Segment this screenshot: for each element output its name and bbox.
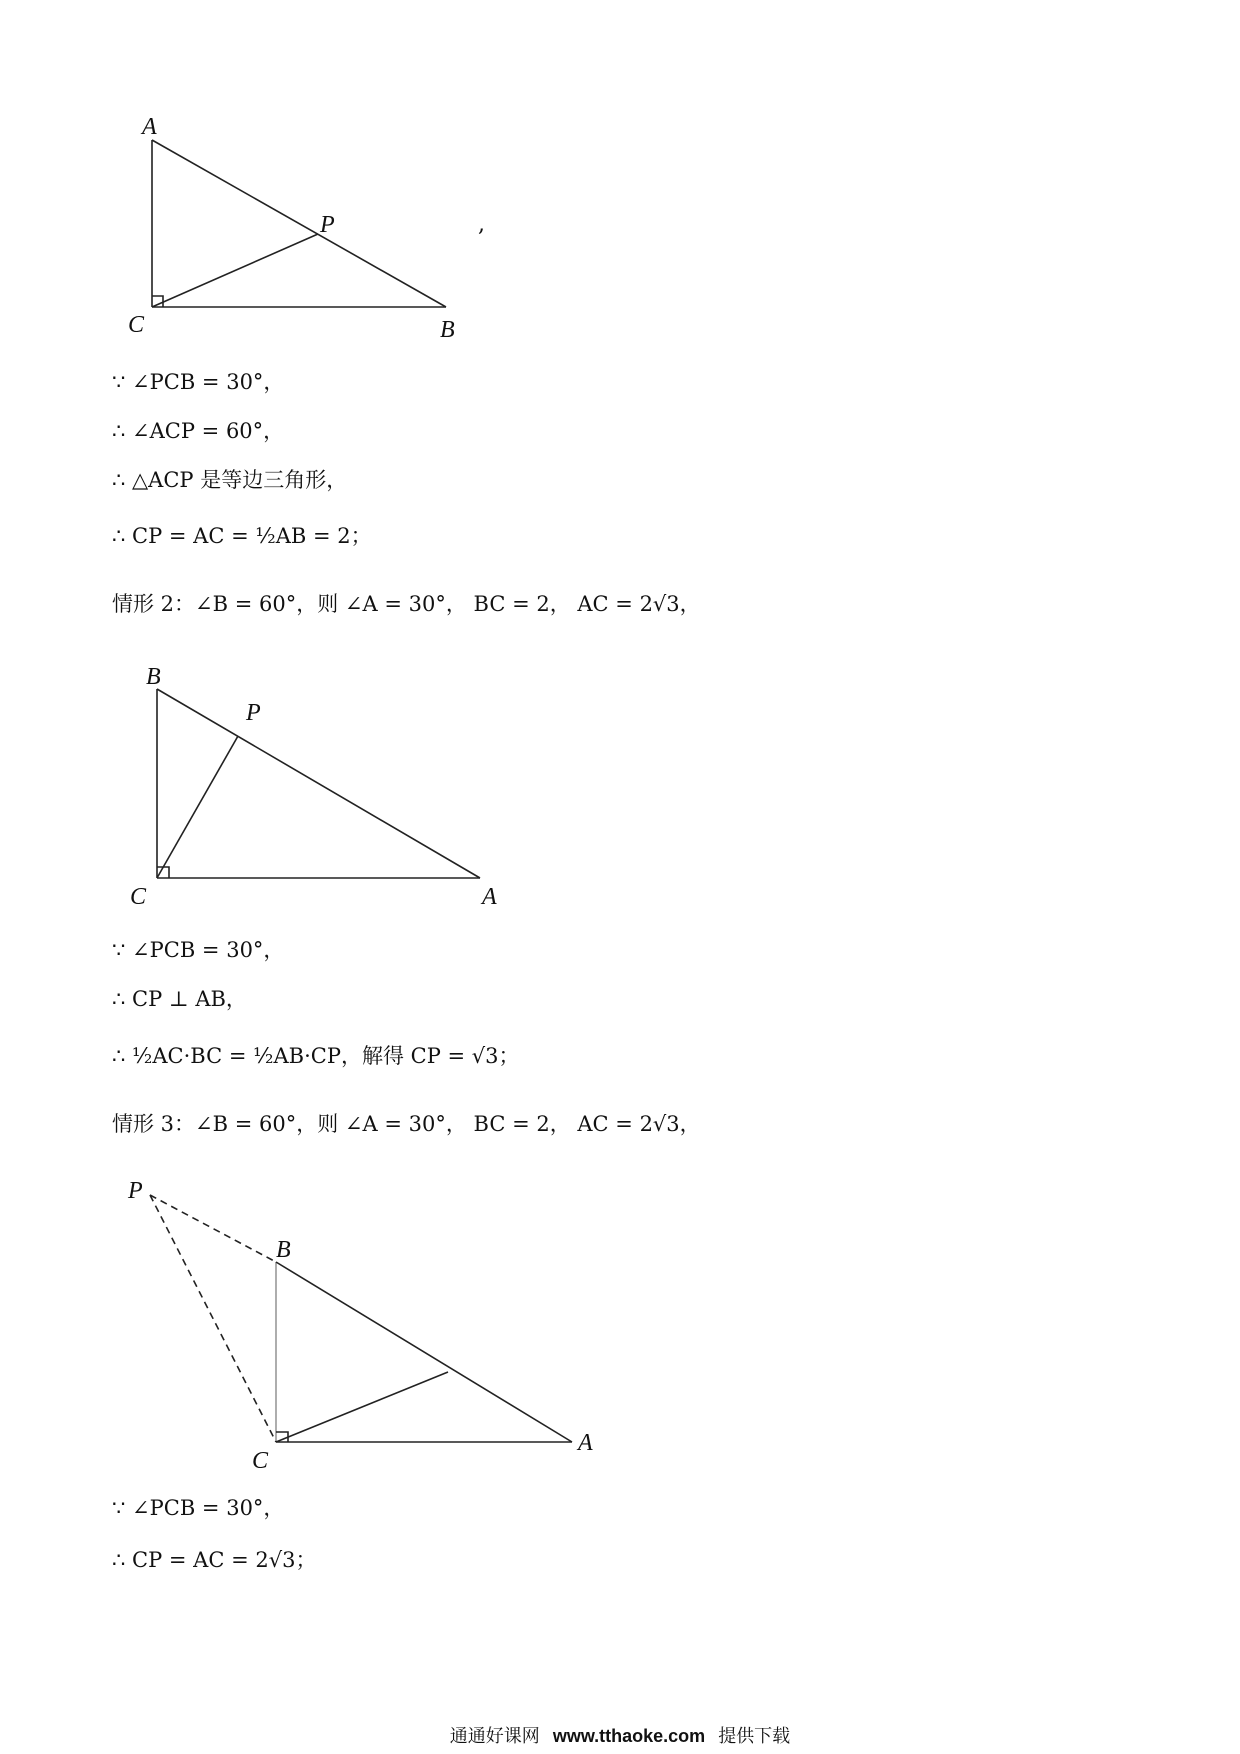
line-6: ∵ ∠PCB = 30°，	[112, 938, 285, 962]
dashed-segment-PC	[150, 1195, 276, 1442]
segment-C-to-BA	[276, 1372, 448, 1442]
line-1: ∵ ∠PCB = 30°，	[112, 370, 285, 394]
figure-1-triangle	[0, 0, 1240, 343]
footer-url[interactable]: www.tthaoke.com	[552, 1726, 706, 1746]
line-5: 情形 2：∠B = 60°，则 ∠A = 30°， BC = 2， AC = 2√3，	[112, 592, 701, 616]
label-A: A	[142, 114, 157, 140]
dashed-segment-PB	[150, 1195, 276, 1262]
label-A: A	[482, 884, 497, 910]
label-P: P	[320, 212, 335, 238]
segment-AB	[152, 140, 446, 307]
footer-site-name: 通通好课网	[449, 1726, 540, 1746]
segment-CP	[157, 736, 238, 878]
label-B: B	[276, 1237, 291, 1263]
line-9: 情形 3：∠B = 60°，则 ∠A = 30°， BC = 2， AC = 2√3，	[112, 1112, 701, 1136]
line-2: ∴ ∠ACP = 60°，	[112, 419, 285, 443]
line-11: ∴ CP = AC = 2√3；	[112, 1548, 317, 1572]
line-3: ∴ △ACP 是等边三角形，	[112, 468, 348, 492]
page-footer	[0, 1722, 1240, 1748]
line-10: ∵ ∠PCB = 30°，	[112, 1496, 285, 1520]
segment-BA	[157, 689, 480, 878]
figure-3-triangle	[0, 1160, 1240, 1480]
line-8: ∴ ½AC·BC = ½AB·CP，解得 CP = √3；	[112, 1044, 520, 1068]
label-B: B	[440, 317, 455, 343]
footer-suffix: 提供下载	[718, 1726, 791, 1746]
label-P: P	[246, 700, 261, 726]
label-C: C	[252, 1448, 269, 1474]
figure-2-triangle	[0, 640, 1240, 910]
segment-BA	[276, 1262, 572, 1442]
label-A: A	[578, 1430, 593, 1456]
segment-CP	[152, 234, 318, 307]
label-P: P	[128, 1178, 143, 1204]
line-7: ∴ CP ⊥ AB，	[112, 987, 247, 1011]
line-4: ∴ CP = AC = ½AB = 2；	[112, 524, 372, 548]
label-B: B	[146, 664, 161, 690]
trailing-comma: ,	[478, 212, 485, 237]
label-C: C	[130, 884, 147, 910]
label-C: C	[128, 312, 145, 338]
